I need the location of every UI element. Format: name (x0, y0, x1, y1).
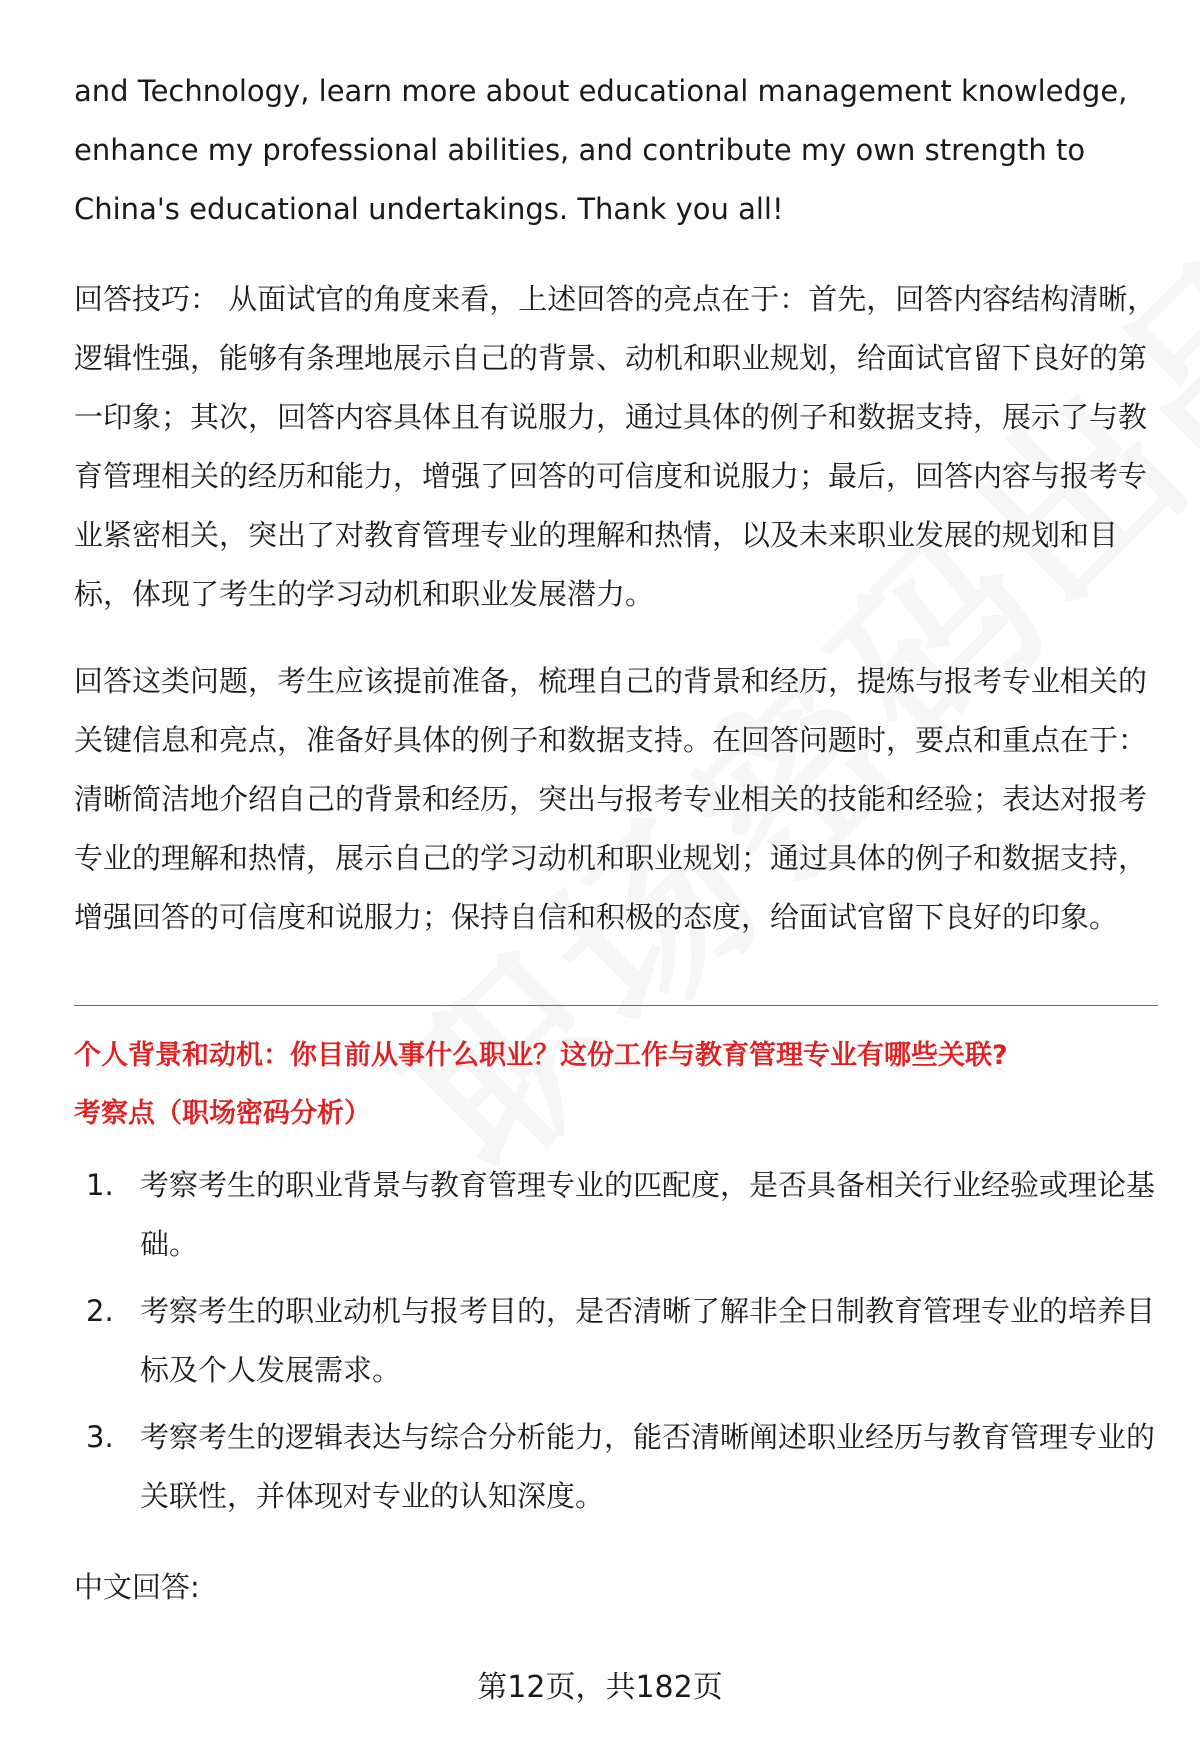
tips-paragraph: 回答技巧： 从面试官的角度来看，上述回答的亮点在于：首先，回答内容结构清晰，逻辑性强，能够有条理地展示自己的背景、动机和职业规划，给面试官留下良好的第一印象；其次，回答内容具体且有说服力，通过具体的例子和数据支持，展示了与教育管理相关的经历和能力，增强了回答的可信度和说服力；最后，回答内容与报考专业紧密相关，突出了对教育管理专业的理解和热情，以及未来职业发展的规划和目标，体现了考生的学习动机和职业发展潜力。 (74, 282, 1157, 611)
list-item-number: 1. (86, 1168, 114, 1202)
list-item-text: 考察考生的职业背景与教育管理专业的匹配度，是否具备相关行业经验或理论基础。 (140, 1168, 1156, 1261)
list-item-number: 3. (86, 1420, 114, 1454)
page-footer: 第12页，共182页 (477, 1670, 723, 1705)
analysis-list (74, 1156, 1158, 1526)
list-item (74, 1282, 1158, 1400)
advice-paragraph: 回答这类问题，考生应该提前准备，梳理自己的背景和经历，提炼与报考专业相关的关键信息和亮点，准备好具体的例子和数据支持。在回答问题时，要点和重点在于：清晰简洁地介绍自己的背景和经历，突出与报考专业相关的技能和经验；表达对报考专业的理解和热情，展示自己的学习动机和职业规划；通过具体的例子和数据支持，增强回答的可信度和说服力；保持自信和积极的态度，给面试官留下良好的印象。 (74, 664, 1148, 934)
list-item-text: 考察考生的逻辑表达与综合分析能力，能否清晰阐述职业经历与教育管理专业的关联性，并体现对专业的认知深度。 (140, 1420, 1156, 1513)
analysis-heading: 考察点（职场密码分析） (74, 1098, 371, 1129)
intro-paragraph: and Technology, learn more about educational management knowledge, enhance my professional abilities, and contribute my own strength to China's educational undertakings. Thank you all! (74, 74, 1128, 226)
section-divider (74, 1005, 1158, 1006)
page-content (74, 62, 1158, 1617)
list-item-text: 考察考生的职业动机与报考目的，是否清晰了解非全日制教育管理专业的培养目标及个人发展需求。 (140, 1294, 1156, 1387)
list-item (74, 1156, 1158, 1274)
answer-label: 中文回答: (74, 1570, 200, 1604)
list-item (74, 1408, 1158, 1526)
question-heading: 个人背景和动机：你目前从事什么职业？这份工作与教育管理专业有哪些关联? (74, 1040, 1008, 1071)
list-item-number: 2. (86, 1294, 114, 1328)
